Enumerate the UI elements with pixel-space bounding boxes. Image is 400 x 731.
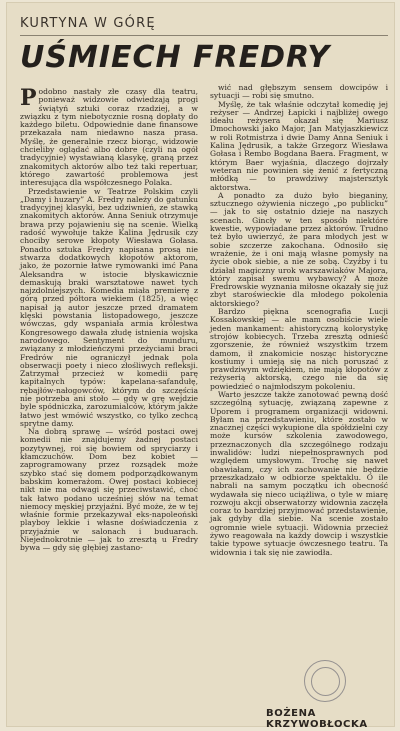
paragraph: Warto jeszcze także zanotować pewną dość szczególną sytuację, związaną zapewne z Uporem i programem organizacji widowni. Byłam na przedstawieniu, które zostało w znacznej części wykupione dla spółdzielni czy może kursów szkolenia zawodowego, przeznaczonych dla szczególnego rodzaju inwalidów: ludzi niepełnosprawnych pod względem umysłowym. Trochę się nawet obawiałam, czy ich zachowanie nie będzie przeszkadzało w odbiorze spektaklu. O ile nabrali na samym początku ich obecność wydawała się nieco uciążliwa, o tyle w miarę rozwoju akcji obserwatorzy widownia zaczęła coraz to bardziej przyjmować przedstawienie, jak gdyby dla siebie. Na scenie zostało ogromnie wiele sytuacji. Widownia przecież żywo reagowała na każdy dowcip i wszystkie takie typowe sytuacje ówczesnego teatru. Ta widownia i tak się nie zawiodła. <box>210 389 388 557</box>
newspaper-clipping <box>6 2 395 730</box>
drop-cap: P <box>20 85 37 111</box>
header-rule <box>20 35 388 36</box>
article-left-column <box>20 85 198 553</box>
paragraph: Podobno nastały złe czasy dla teatru, ponieważ widzowie odwiedzają progi świątyń sztuki coraz rzadziej, a w związku z tym niebotycznie rosną dopłaty do każdego biletu. Odpowiednie dane finansowe przekazała nam niedawno nasza prasa. Myślę, że generalnie rzecz biorąc, widzowie chcieliby oglądać albo dobre (czyli na ogół tradycyjnie) wystawianą klasykę, graną przez znakomitych aktorów albo też taki repertuar, którego zawartość problemowa jest interesująca dla współczesnego Polaka. <box>20 85 198 188</box>
paragraph: Myślę, że tak właśnie odczytał komedię jej reżyser — Andrzej Łapicki i najbliżej owego ideału reżysera okazał się Mariusz Dmochowski jako Major, Jan Matyjaszkiewicz w roli Rotmistrza i dwie Damy Anna Seniuk i Kalina Jędrusik, a także Grzegorz Wiesława Gołasa i Rembo Bogdana Baera. Fragment, w którym Baer wyjaśnia, dlaczego dojrzały weteran nie powinien się żenić z fertyczną młódką — to prawdziwy majstersztyk aktorstwa. <box>210 99 388 192</box>
headline: UŚMIECH FREDRY <box>20 40 331 75</box>
paragraph: Przedstawienie w Teatrze Polskim czyli „Damy i huzary” A. Fredry należy do gatunku tradycyjnej klasyki, bez udziwnień, ze stawką znakomitych aktorów. Anna Seniuk otrzymuje brawa przy pojawieniu się na scenie. Wielką radość wywołuje także Kalina Jędrusik czy chociby serowe kłopoty Wiesława Gołasa. Ponadto sztuka Fredry napisana prosą nie stwarza dodatkowych kłopotów aktorom, jako, że pozornie łatwe rymowanki imć Pana Aleksandra w istocie błyskawicznie demaskują braki warsztatowe nawet tych najzdolniejszych. Komedia miała premierę z górą przed półtora wiekiem (1825), a więc napisał ją autor jeszcze przed dramatem klęski powstania listopadowego, jeszcze wówczas, gdy wspaniała armia królestwa Kongresowego dawała złudę istnienia wojska narodowego. Sentyment do munduru, związany z młodzieńczymi przeżyciami braci Fredrów nie ograniczył jednak pola obserwacji poety i nieco złośliwych refleksji. Zatrzymał przecież w komedii parę kapitalnych typów: kapelana-safandułę, rębajłów-nałogowców, którym do szczęścia nie potrzeba ani stoło — gdy w grę wejdzie byle spódniczka, zarozumialców, którym jakże łatwo jest wmówić wszystko, co tylko zechcą sprytne damy. <box>20 186 198 428</box>
article-right-column <box>210 84 388 557</box>
paragraph: Na dobrą sprawę — wśród postaci owej komedii nie znajdujemy żadnej postaci pozytywnej, roi się bowiem od spryciarzy i kłamczuchów. Dom bez kobiet — zaprogramowany przez rozsądek może szybko stać się domem podporządkowanym babskim komerażom. Owej postaci kobiecej nikt nie ma odwagi się przeciwstawić, choć tak łatwo podano ucześniej słów na temat niemocy męskiej przyjaźni. Być może, że w tej właśnie formie przekazywał eks-napoleoński playboy lekkie i własne doświadczenia z przyjaźnie w salonach i buduarach. Niejednokrotnie — jak to zresztą u Fredry bywa — gdy się głębiej zastano- <box>20 427 198 553</box>
paragraph: Bardzo piękna scenografia Lucji Kossakowskiej — ale mam osobiście wiele jeden mankament: ahistoryczną kolorystykę strojów kobiecych. Trzeba zresztą odnieść zgorszenie, że również wszystkim trzem damom, ił znakomicie nosząc historyczne kostiumy i umieją się na nich poruszać z prawdziwym wdziękiem, nie mają kłopotów z reżyserią aktorską, czego nie da się powiedzieć o najmłodszym pokoleniu. <box>210 307 388 391</box>
paragraph: A ponadto za dużo było bieganiny, sztucznego ożywienia niczego „po publicku” — jak to się ostatnio dzieje na naszych scenach. Gincły w ten sposób niektóre kwestie, wypowiadane przez aktorów. Trudno też było uwierzyć, że para młodych jest w sobie szczerze zakochana. Odnosiło się wrażenie, że i oni mają własne pomysły na życie obok siebie, a nie ze sobą. Czyżby i tu działał magiczny urok warszawiaków Majora, który zapisał swemu wybawcy? A może Fredrowskie wyznania miłosne okazały się już zbyt staroświeckie dla młodego pokolenia aktorskiego? <box>210 190 388 308</box>
paragraph: wić nad głębszym sensem dowcipów i sytuacji — robi się smutno. <box>210 83 388 101</box>
library-stamp <box>304 660 346 702</box>
author-byline: BOŻENA KRZYWOBŁOCKA <box>266 708 368 730</box>
section-label: KURTYNA W GÓRĘ <box>20 16 156 31</box>
